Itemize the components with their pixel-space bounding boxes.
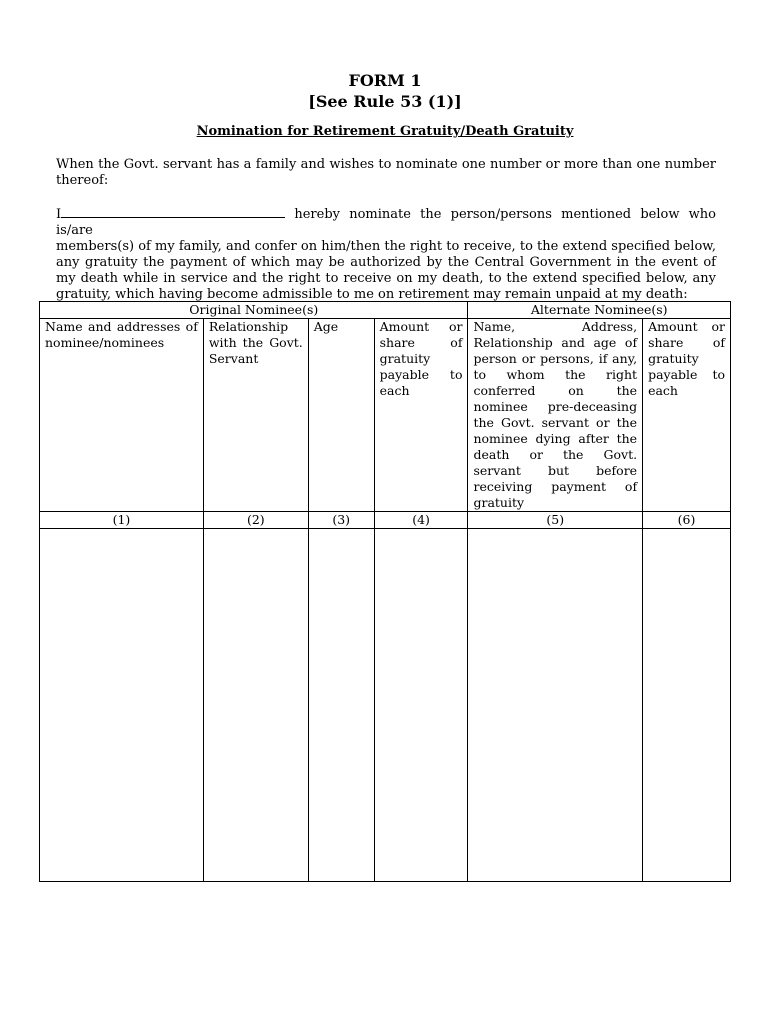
table-group-header-row	[40, 302, 731, 319]
column-header-4-label: Amount or share of gratuity payable to each	[379, 319, 463, 398]
column-header-3	[308, 319, 374, 512]
form-title-block	[0, 70, 770, 112]
declaration-line-1	[56, 205, 716, 239]
declaration-line-3: any gratuity the payment of which may be authorized by the Central Government in the event of	[56, 255, 716, 270]
original-nominee-header: Original Nominee(s)	[40, 302, 468, 319]
intro-paragraph: When the Govt. servant has a family and wishes to nominate one number or more than one number thereof:	[56, 157, 716, 188]
column-header-6-label: Amount or share of gratuity payable to each	[648, 319, 725, 398]
declaration-line-1-text: hereby nominate the person/persons mentioned below who is/are	[56, 207, 716, 238]
column-header-2-label: Relationship with the Govt. Servant	[208, 319, 303, 366]
declaration-line-4: my death while in service and the right to receive on my death, to the extend specified below, any	[56, 271, 716, 286]
table-number-row	[40, 512, 731, 529]
column-number-6: (6)	[643, 512, 731, 529]
column-number-5: (5)	[468, 512, 643, 529]
column-header-5	[468, 319, 643, 512]
table-column-header-row	[40, 319, 731, 512]
declaration-paragraph	[56, 205, 716, 303]
column-number-1: (1)	[40, 512, 204, 529]
declaration-line-5: gratuity, which having become admissible to me on retirement may remain unpaid at my death:	[56, 287, 688, 302]
column-number-2: (2)	[203, 512, 308, 529]
alternate-nominee-header: Alternate Nominee(s)	[468, 302, 731, 319]
declaration-line-2: members(s) of my family, and confer on him/then the right to receive, to the extend specified below,	[56, 239, 716, 254]
entry-cell-name[interactable]	[40, 529, 204, 882]
nominee-table	[39, 301, 731, 882]
column-header-1-label: Name and addresses of nominee/nominees	[45, 319, 198, 350]
column-header-5-label: Name, Address, Relationship and age of person or persons, if any, to whom the right conferred on the nominee pre-deceasing the Govt. servant or the nominee dying after the death or the Govt. servant but before receiving payment of gratuity	[473, 319, 638, 510]
entry-cell-alternate-details[interactable]	[468, 529, 643, 882]
rule-reference: [See Rule 53 (1)]	[308, 92, 462, 111]
column-header-2	[203, 319, 308, 512]
entry-cell-alternate-amount[interactable]	[643, 529, 731, 882]
column-header-4	[374, 319, 468, 512]
name-blank-field[interactable]	[61, 205, 285, 218]
column-header-1	[40, 319, 204, 512]
column-number-4: (4)	[374, 512, 468, 529]
entry-cell-amount[interactable]	[374, 529, 468, 882]
declaration-prefix: I	[56, 207, 62, 222]
column-header-6	[643, 319, 731, 512]
form-title: FORM 1	[348, 71, 422, 90]
form-subtitle: Nomination for Retirement Gratuity/Death Gratuity	[196, 124, 574, 139]
entry-cell-age[interactable]	[308, 529, 374, 882]
entry-cell-relationship[interactable]	[203, 529, 308, 882]
column-header-3-label: Age	[313, 319, 339, 334]
column-number-3: (3)	[308, 512, 374, 529]
table-entry-row	[40, 529, 731, 882]
